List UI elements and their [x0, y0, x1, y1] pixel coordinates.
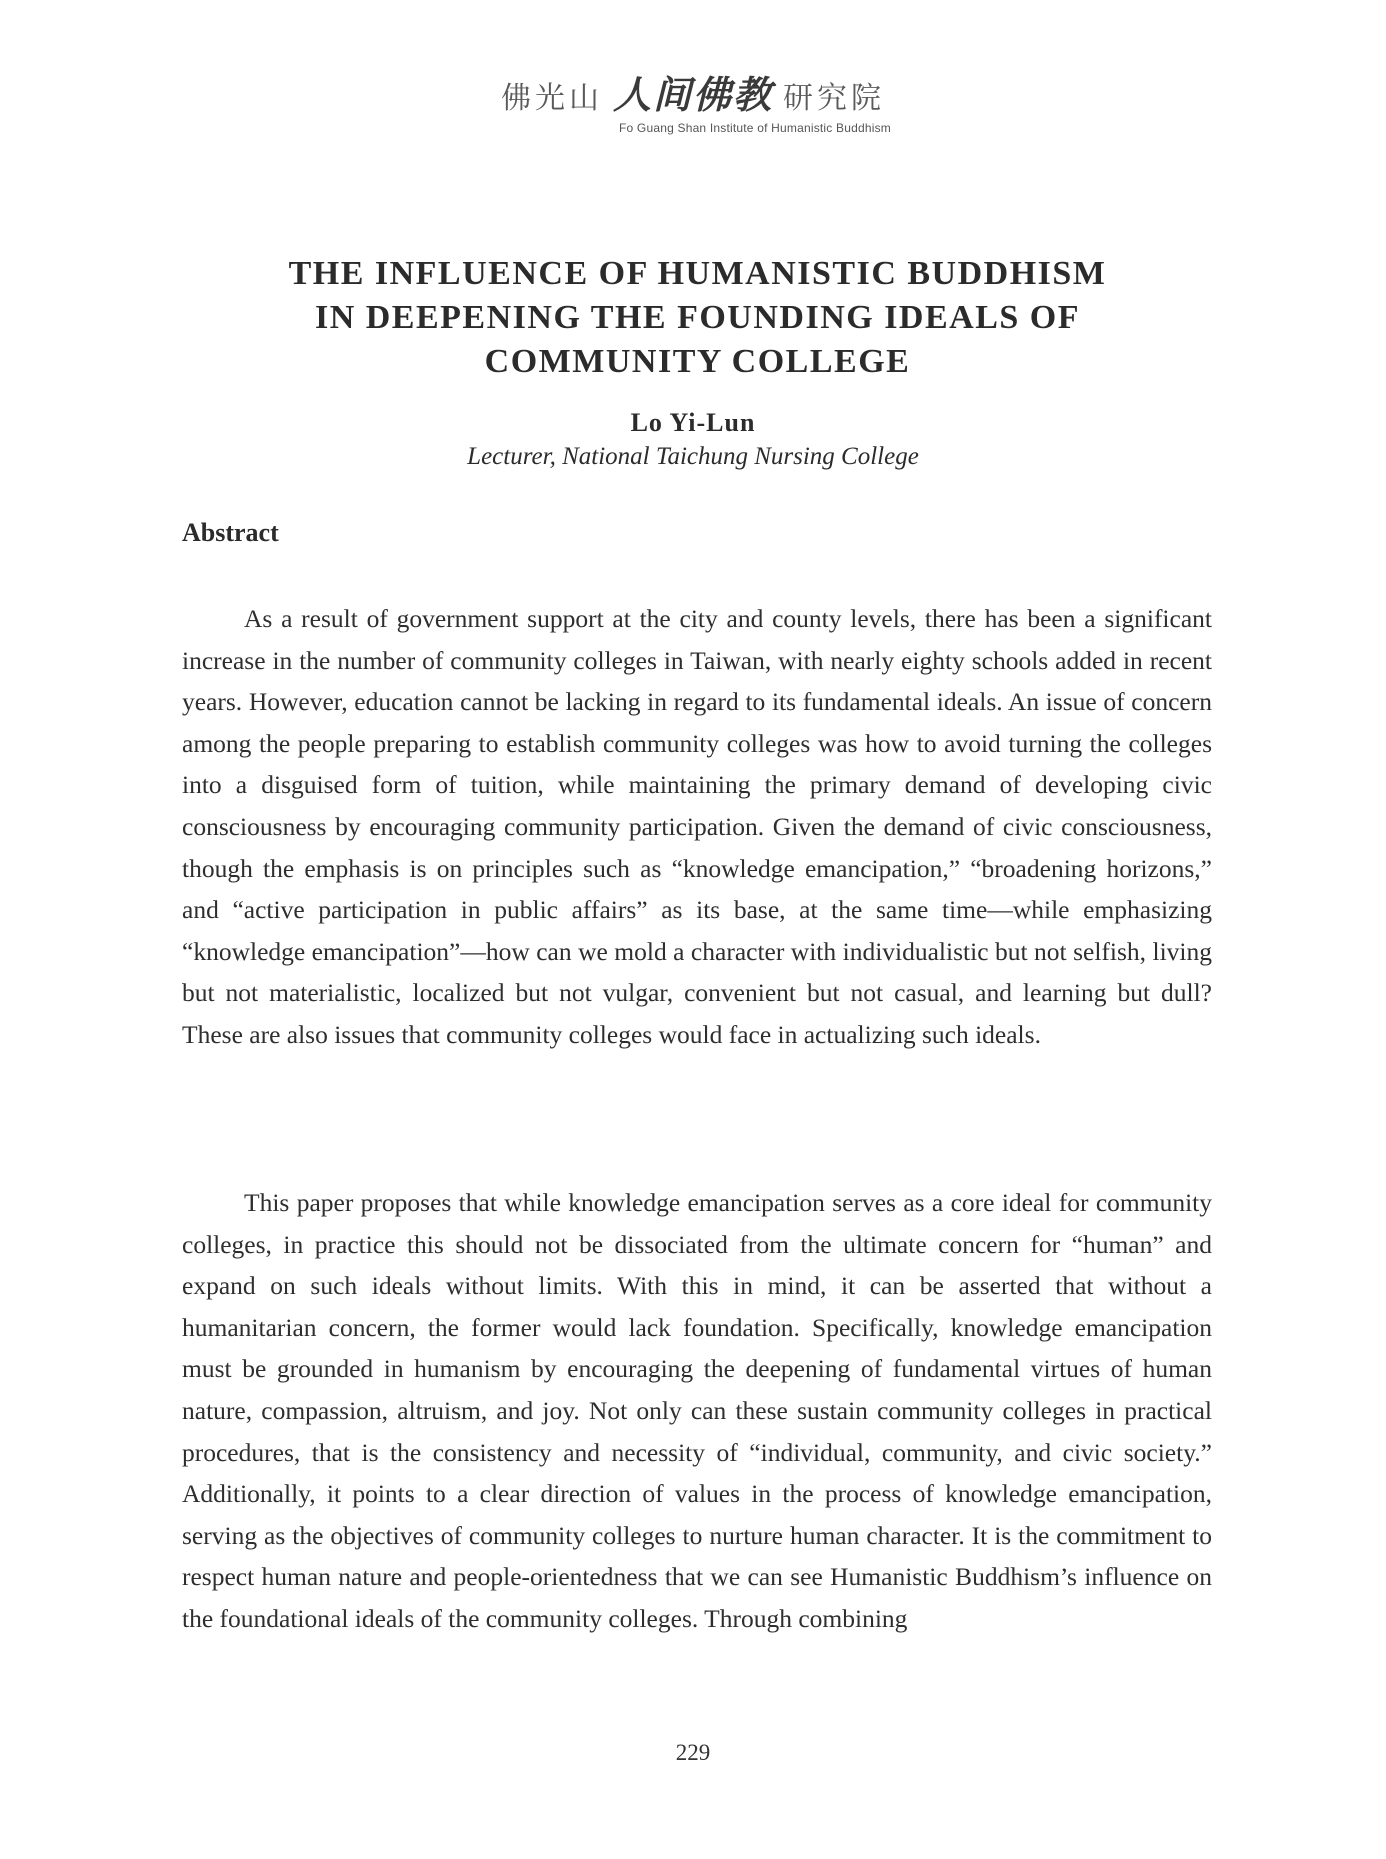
- article-title: [180, 252, 1215, 384]
- abstract-paragraph-1: [182, 598, 1212, 1056]
- logo-right-text: 研究院: [783, 81, 885, 116]
- abstract-heading: Abstract: [182, 518, 279, 547]
- institute-logo: [0, 64, 1386, 135]
- logo-left-text: 佛光山: [500, 81, 603, 116]
- title-line-2: IN DEEPENING THE FOUNDING IDEALS OF: [314, 299, 1081, 336]
- author-affiliation: Lecturer, National Taichung Nursing College: [467, 443, 919, 470]
- page-number: 229: [675, 1740, 711, 1765]
- paragraph-text: This paper proposes that while knowledge emancipation serves as a core ideal for community colleges, in practice this should not be dissociated from the ultimate concern for “human” and expand on such ideals without limits. With this in mind, it can be asserted that without a humanitarian concern, the former would lack foundation. Specifically, knowledge emancipation must be grounded in humanism by encouraging the deepening of fundamental virtues of human nature, compassion, altruism, and joy. Not only can these sustain community colleges in practical procedures, that is the consistency and necessity of “individual, community, and civic society.” Additionally, it points to a clear direction of values in the process of knowledge emancipation, serving as the objectives of community colleges to nurture human character. It is the commitment to respect human nature and people-orientedness that we can see Humanistic Buddhism’s influence on the foundational ideals of the community colleges. Through combining: [182, 1188, 1212, 1633]
- abstract-paragraph-2: [182, 1182, 1212, 1640]
- logo-calligraphy-text: 人间佛教: [612, 72, 773, 117]
- logo-wordmark: [501, 64, 885, 119]
- paragraph-text: As a result of government support at the city and county levels, there has been a significant increase in the number of community colleges in Taiwan, with nearly eighty schools added in recent years. However, education cannot be lacking in regard to its fundamental ideals. An issue of concern among the people preparing to establish community colleges was how to avoid turning the colleges into a disguised form of tuition, while maintaining the primary demand of developing civic consciousness by encouraging community participation. Given the demand of civic consciousness, though the emphasis is on principles such as “knowledge emancipation,” “broadening horizons,” and “active participation in public affairs” as its base, at the same time—while emphasizing “knowledge emancipation”—how can we mold a character with individualistic but not selfish, living but not materialistic, localized but not vulgar, convenient but not casual, and learning but dull? These are also issues that community colleges would face in actualizing such ideals.: [182, 604, 1212, 1049]
- title-line-3: COMMUNITY COLLEGE: [484, 343, 911, 380]
- author-name: Lo Yi-Lun: [630, 408, 756, 437]
- logo-subtitle: Fo Guang Shan Institute of Humanistic Buddhism: [618, 121, 891, 135]
- title-line-1: THE INFLUENCE OF HUMANISTIC BUDDHISM: [288, 255, 1107, 292]
